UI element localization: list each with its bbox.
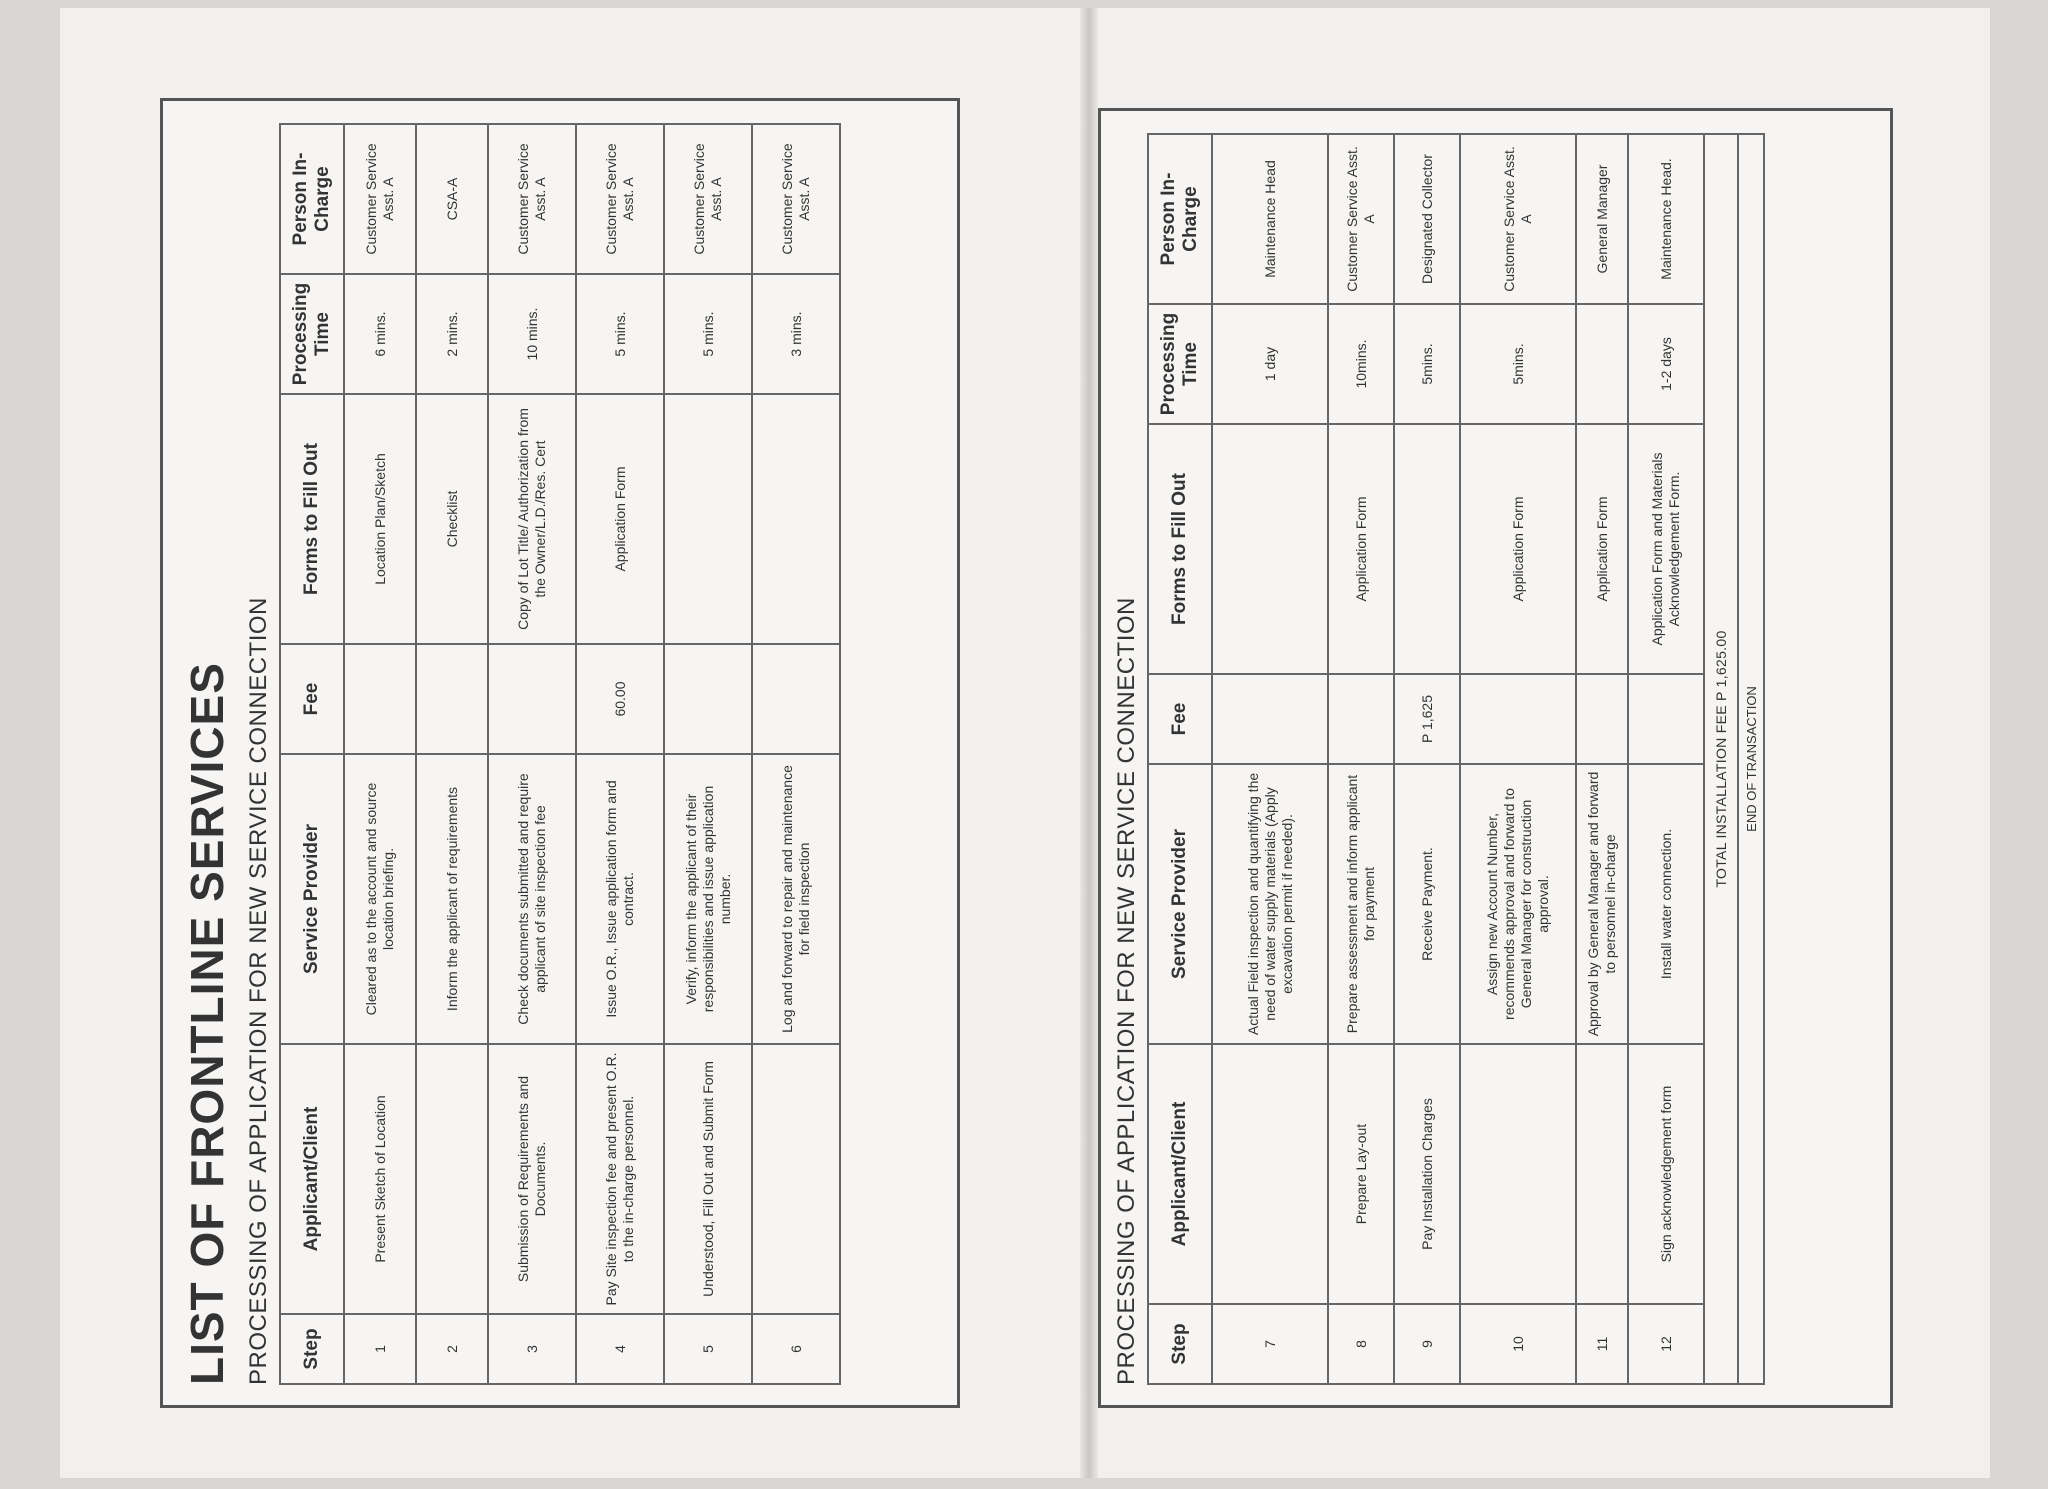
person-cell: Customer Service Asst. A bbox=[488, 124, 576, 274]
header-person-in-charge: Person In-Charge bbox=[280, 124, 344, 274]
client-cell: Present Sketch of Location bbox=[344, 1044, 416, 1314]
person-cell: Customer Service Asst. A bbox=[1328, 134, 1394, 304]
time-cell: 5 mins. bbox=[664, 274, 752, 394]
person-cell: Customer Service Asst. A bbox=[576, 124, 664, 274]
person-cell: Designated Collector bbox=[1394, 134, 1460, 304]
fee-cell bbox=[1576, 674, 1628, 764]
time-cell: 1 day bbox=[1212, 304, 1328, 424]
table-row bbox=[752, 124, 840, 1384]
time-cell: 3 mins. bbox=[752, 274, 840, 394]
step-cell: 5 bbox=[664, 1314, 752, 1384]
header-applicant: Applicant/Client bbox=[1148, 1044, 1212, 1304]
time-cell: 6 mins. bbox=[344, 274, 416, 394]
header-step: Step bbox=[1148, 1304, 1212, 1384]
table-row bbox=[344, 124, 416, 1384]
forms-cell bbox=[1212, 424, 1328, 674]
table-row bbox=[1328, 134, 1394, 1384]
table-row bbox=[576, 124, 664, 1384]
header-service-provider: Service Provider bbox=[1148, 764, 1212, 1044]
provider-cell: Issue O.R., Issue application form and contract. bbox=[576, 754, 664, 1044]
step-cell: 10 bbox=[1460, 1304, 1576, 1384]
provider-cell: Check documents submitted and require applicant of site inspection fee bbox=[488, 754, 576, 1044]
header-step: Step bbox=[280, 1314, 344, 1384]
provider-cell: Verify, inform the applicant of their responsibilities and issue application number. bbox=[664, 754, 752, 1044]
forms-cell bbox=[752, 394, 840, 644]
header-forms: Forms to Fill Out bbox=[1148, 424, 1212, 674]
table-row bbox=[1212, 134, 1328, 1384]
provider-cell: Prepare assessment and inform applicant for payment bbox=[1328, 764, 1394, 1044]
end-row bbox=[1738, 134, 1764, 1384]
page-fold bbox=[1080, 8, 1098, 1478]
forms-cell: Checklist bbox=[416, 394, 488, 644]
person-cell: Customer Service Asst. A bbox=[752, 124, 840, 274]
time-cell: 1-2 days bbox=[1628, 304, 1704, 424]
person-cell: Customer Service Asst. A bbox=[664, 124, 752, 274]
right-page-panel bbox=[1098, 108, 1893, 1408]
header-forms: Forms to Fill Out bbox=[280, 394, 344, 644]
table-row bbox=[1576, 134, 1628, 1384]
fee-cell bbox=[752, 644, 840, 754]
client-cell bbox=[1576, 1044, 1628, 1304]
step-cell: 9 bbox=[1394, 1304, 1460, 1384]
step-cell: 8 bbox=[1328, 1304, 1394, 1384]
step-cell: 4 bbox=[576, 1314, 664, 1384]
provider-cell: Assign new Account Number, recommends approval and forward to General Manager for construction approval. bbox=[1460, 764, 1576, 1044]
time-cell: 5 mins. bbox=[576, 274, 664, 394]
client-cell: Pay Installation Charges bbox=[1394, 1044, 1460, 1304]
provider-cell: Log and forward to repair and maintenance for field inspection bbox=[752, 754, 840, 1044]
time-cell: 5mins. bbox=[1394, 304, 1460, 424]
forms-cell: Location Plan/Sketch bbox=[344, 394, 416, 644]
fee-cell bbox=[1628, 674, 1704, 764]
header-processing-time: Processing Time bbox=[280, 274, 344, 394]
client-cell bbox=[1460, 1044, 1576, 1304]
forms-cell: Application Form bbox=[1328, 424, 1394, 674]
client-cell: Sign acknowledgement form bbox=[1628, 1044, 1704, 1304]
header-service-provider: Service Provider bbox=[280, 754, 344, 1044]
time-cell: 10 mins. bbox=[488, 274, 576, 394]
table-header-row bbox=[280, 124, 344, 1384]
client-cell bbox=[416, 1044, 488, 1314]
fee-cell bbox=[488, 644, 576, 754]
left-page-panel bbox=[160, 98, 960, 1408]
provider-cell: Cleared as to the account and source location briefing. bbox=[344, 754, 416, 1044]
step-cell: 11 bbox=[1576, 1304, 1628, 1384]
step-cell: 12 bbox=[1628, 1304, 1704, 1384]
provider-cell: Approval by General Manager and forward to personnel in-charge bbox=[1576, 764, 1628, 1044]
fee-cell: 60.00 bbox=[576, 644, 664, 754]
client-cell bbox=[1212, 1044, 1328, 1304]
table-row bbox=[416, 124, 488, 1384]
total-row bbox=[1704, 134, 1738, 1384]
table-header-row bbox=[1148, 134, 1212, 1384]
fee-cell bbox=[1212, 674, 1328, 764]
total-installation-fee: TOTAL INSTALLATION FEE P 1,625.00 bbox=[1704, 134, 1738, 1384]
person-cell: Maintenance Head bbox=[1212, 134, 1328, 304]
step-cell: 6 bbox=[752, 1314, 840, 1384]
provider-cell: Receive Payment. bbox=[1394, 764, 1460, 1044]
client-cell: Submission of Requirements and Documents. bbox=[488, 1044, 576, 1314]
forms-cell: Application Form bbox=[1576, 424, 1628, 674]
step-cell: 1 bbox=[344, 1314, 416, 1384]
forms-cell: Application Form bbox=[576, 394, 664, 644]
header-person-in-charge: Person In-Charge bbox=[1148, 134, 1212, 304]
table-row bbox=[664, 124, 752, 1384]
forms-cell bbox=[664, 394, 752, 644]
step-cell: 2 bbox=[416, 1314, 488, 1384]
fee-cell bbox=[416, 644, 488, 754]
time-cell: 5mins. bbox=[1460, 304, 1576, 424]
table-row bbox=[1394, 134, 1460, 1384]
person-cell: Customer Service Asst. A bbox=[344, 124, 416, 274]
step-cell: 3 bbox=[488, 1314, 576, 1384]
header-applicant: Applicant/Client bbox=[280, 1044, 344, 1314]
provider-cell: Install water connection. bbox=[1628, 764, 1704, 1044]
fee-cell: P 1,625 bbox=[1394, 674, 1460, 764]
header-fee: Fee bbox=[1148, 674, 1212, 764]
step-cell: 7 bbox=[1212, 1304, 1328, 1384]
header-processing-time: Processing Time bbox=[1148, 304, 1212, 424]
client-cell bbox=[752, 1044, 840, 1314]
table-row bbox=[1628, 134, 1704, 1384]
fee-cell bbox=[344, 644, 416, 754]
person-cell: Maintenance Head. bbox=[1628, 134, 1704, 304]
section-subtitle: PROCESSING OF APPLICATION FOR NEW SERVICE CONNECTION bbox=[245, 597, 272, 1385]
section-subtitle: PROCESSING OF APPLICATION FOR NEW SERVICE CONNECTION bbox=[1113, 597, 1140, 1385]
time-cell bbox=[1576, 304, 1628, 424]
forms-cell: Application Form bbox=[1460, 424, 1576, 674]
person-cell: CSA-A bbox=[416, 124, 488, 274]
forms-cell bbox=[1394, 424, 1460, 674]
provider-cell: Actual Field inspection and quantifying the need of water supply materials (Apply excavation permit if needed). bbox=[1212, 764, 1328, 1044]
service-connection-table bbox=[1147, 133, 1765, 1385]
end-of-transaction: END OF TRANSACTION bbox=[1738, 134, 1764, 1384]
table-row bbox=[488, 124, 576, 1384]
frontline-services-table bbox=[279, 123, 841, 1385]
client-cell: Prepare Lay-out bbox=[1328, 1044, 1394, 1304]
client-cell: Understood, Fill Out and Submit Form bbox=[664, 1044, 752, 1314]
client-cell: Pay Site inspection fee and present O.R. to the in-charge personnel. bbox=[576, 1044, 664, 1314]
fee-cell bbox=[664, 644, 752, 754]
header-fee: Fee bbox=[280, 644, 344, 754]
person-cell: Customer Service Asst. A bbox=[1460, 134, 1576, 304]
person-cell: General Manager bbox=[1576, 134, 1628, 304]
forms-cell: Copy of Lot Title/ Authorization from the Owner/L.D./Res. Cert bbox=[488, 394, 576, 644]
time-cell: 10mins. bbox=[1328, 304, 1394, 424]
time-cell: 2 mins. bbox=[416, 274, 488, 394]
fee-cell bbox=[1460, 674, 1576, 764]
fee-cell bbox=[1328, 674, 1394, 764]
table-row bbox=[1460, 134, 1576, 1384]
provider-cell: Inform the applicant of requirements bbox=[416, 754, 488, 1044]
page-title: LIST OF FRONTLINE SERVICES bbox=[181, 662, 233, 1385]
forms-cell: Application Form and Materials Acknowledgement Form. bbox=[1628, 424, 1704, 674]
